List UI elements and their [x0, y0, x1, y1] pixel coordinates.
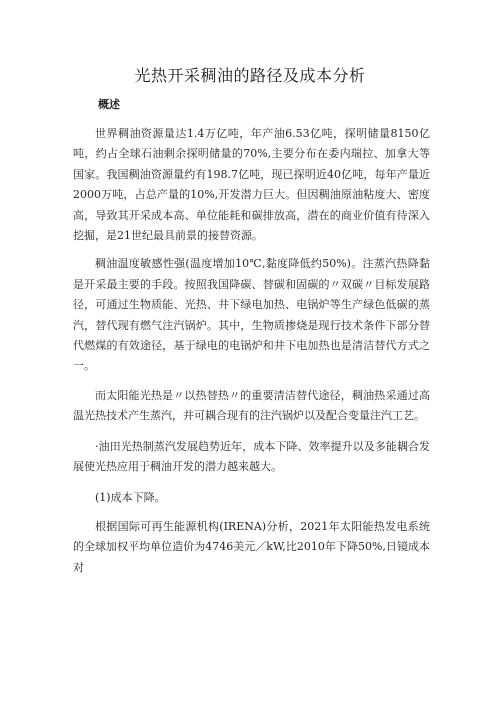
paragraph-temperature-sensitivity: 稠油温度敏感性强(温度增加10℃,黏度降低约50%)。注蒸汽热降黏是开采最主要的手段。按照我国降碳、替碳和固碳的〃双碳〃目标发展路径，可通过生物质能、光热、井下绿电加热、电锅炉等生产绿色低碳的蒸汽，替代现有燃气注汽锅炉。其中，生物质掺烧是现行技术条件下部分替代燃煤的有效途径，基于绿电的电锅炉和井下电加热也是清洁替代方式之一。	[73, 257, 430, 373]
document-body	[73, 124, 430, 578]
paragraph-resources: 世界稠油资源量达1.4万亿吨，年产油6.53亿吨，探明储量8150亿吨，约占全球石油剩余探明储量的70%,主要分布在委内瑞拉、加拿大等国家。我国稠油资源量约有198.7亿吨，现已探明近40亿吨，每年产量近2000万吨，占总产量的10%,开发潜力巨大。但因稠油原油粘度大、密度高，导致其开采成本高、单位能耗和碳排放高，潜在的商业价值有待深入挖掘，是21世纪最具前景的接替资源。	[73, 127, 430, 243]
paragraph-irena-analysis: 根据国际可再生能源机构(IRENA)分析，2021年太阳能热发电系统的全球加权平均单位造价为4746美元／kW,比2010年下降50%,日镜成本对	[73, 519, 430, 574]
section-heading-overview: 概述	[98, 98, 120, 111]
paragraph-trend: ·油田光热制蒸汽发展趋势近年，成本下降、效率提升以及多能耦合发展使光热应用于稠油开发的潜力越来越大。	[73, 439, 430, 474]
document-title: 光热开采稠油的路径及成本分析	[134, 66, 366, 85]
paragraph-cost-decline-heading: (1)成本下降。	[95, 490, 166, 504]
paragraph-solar-thermal: 而太阳能光热是〃以热替热〃的重要清洁替代途径，稠油热采通过高温光热技术产生蒸汽，并可耦合现有的注汽锅炉以及配合变量注汽工艺。	[73, 388, 430, 423]
